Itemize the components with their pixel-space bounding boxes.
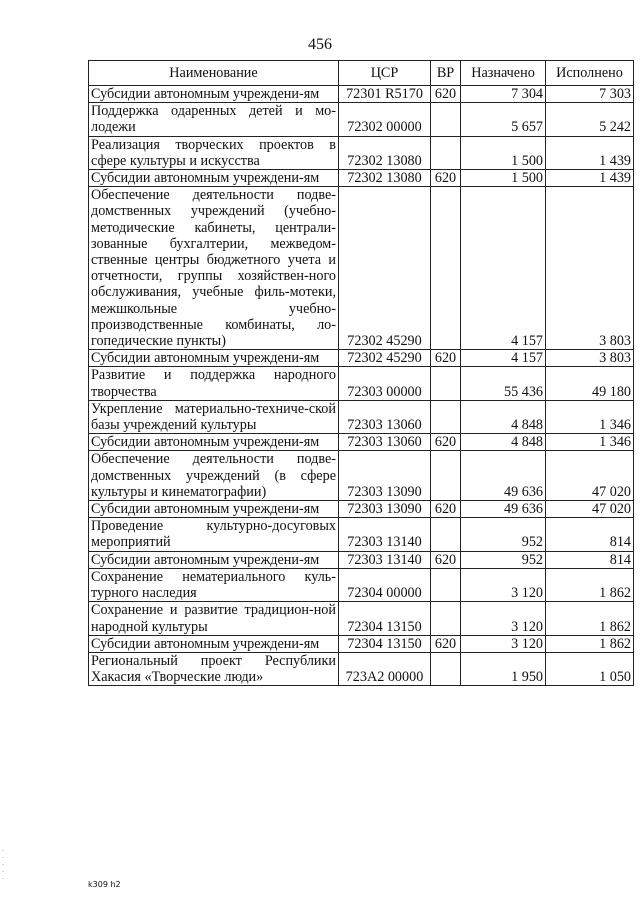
cell-name: Реализация творческих проектов в сфере культуры и искусства <box>89 136 339 169</box>
table-row <box>89 652 634 685</box>
cell-vr <box>431 602 461 635</box>
cell-name: Субсидии автономным учреждени-ям <box>89 434 339 451</box>
cell-name: Укрепление материально-техниче-ской базы учреждений культуры <box>89 400 339 433</box>
cell-csr: 72304 00000 <box>339 568 431 601</box>
cell-planned: 55 436 <box>461 367 546 400</box>
cell-executed: 1 439 <box>546 136 634 169</box>
cell-executed: 1 862 <box>546 568 634 601</box>
table-row <box>89 103 634 136</box>
cell-executed: 3 803 <box>546 187 634 350</box>
cell-csr: 72304 13150 <box>339 635 431 652</box>
cell-name: Обеспечение деятельности подве-домственных учреждений (учебно-методические кабинеты, централи-зованные бухгалтерии, межведом-ственные центры бюджетного учета и отчетности, группы хозяйствен-ного обслуживания, учебные филь-мотеки, межшкольные учебно-производственные комбинаты, ло-гопедические пункты) <box>89 187 339 350</box>
cell-csr: 72303 13060 <box>339 434 431 451</box>
cell-name: Региональный проект Республики Хакасия «Творческие люди» <box>89 652 339 685</box>
cell-planned: 1 500 <box>461 170 546 187</box>
cell-csr: 72303 00000 <box>339 367 431 400</box>
cell-vr <box>431 103 461 136</box>
cell-vr <box>431 652 461 685</box>
cell-vr: 620 <box>431 551 461 568</box>
cell-executed: 814 <box>546 551 634 568</box>
cell-name: Проведение культурно-досуговых мероприятий <box>89 518 339 551</box>
cell-csr: 72303 13140 <box>339 518 431 551</box>
cell-name: Субсидии автономным учреждени-ям <box>89 86 339 103</box>
table-row <box>89 136 634 169</box>
cell-executed: 814 <box>546 518 634 551</box>
cell-csr: 72302 00000 <box>339 103 431 136</box>
cell-vr <box>431 136 461 169</box>
cell-planned: 4 157 <box>461 187 546 350</box>
table-row <box>89 551 634 568</box>
table-header-row <box>89 61 634 86</box>
table-row <box>89 367 634 400</box>
cell-name: Развитие и поддержка народного творчества <box>89 367 339 400</box>
cell-name: Обеспечение деятельности подве-домственных учреждений (в сфере культуры и кинематографии) <box>89 451 339 501</box>
cell-csr: 72304 13150 <box>339 602 431 635</box>
cell-planned: 1 950 <box>461 652 546 685</box>
cell-planned: 4 848 <box>461 434 546 451</box>
cell-csr: 72303 13140 <box>339 551 431 568</box>
cell-name: Субсидии автономным учреждени-ям <box>89 350 339 367</box>
cell-name: Поддержка одаренных детей и мо-лодежи <box>89 103 339 136</box>
cell-vr <box>431 367 461 400</box>
table-row <box>89 451 634 501</box>
cell-planned: 3 120 <box>461 635 546 652</box>
cell-executed: 1 862 <box>546 635 634 652</box>
cell-name: Субсидии автономным учреждени-ям <box>89 501 339 518</box>
table-body <box>89 86 634 686</box>
cell-vr: 620 <box>431 350 461 367</box>
cell-planned: 7 304 <box>461 86 546 103</box>
cell-planned: 49 636 <box>461 501 546 518</box>
cell-vr: 620 <box>431 434 461 451</box>
cell-executed: 47 020 <box>546 451 634 501</box>
cell-planned: 952 <box>461 518 546 551</box>
table-row <box>89 501 634 518</box>
cell-planned: 952 <box>461 551 546 568</box>
cell-csr: 72302 13080 <box>339 136 431 169</box>
header-executed: Исполнено <box>546 61 634 86</box>
cell-executed: 49 180 <box>546 367 634 400</box>
budget-table <box>88 60 634 686</box>
cell-vr <box>431 400 461 433</box>
cell-name: Субсидии автономным учреждени-ям <box>89 170 339 187</box>
cell-csr: 72301 R5170 <box>339 86 431 103</box>
cell-planned: 5 657 <box>461 103 546 136</box>
table-row <box>89 400 634 433</box>
cell-executed: 1 862 <box>546 602 634 635</box>
cell-csr: 723A2 00000 <box>339 652 431 685</box>
cell-csr: 72303 13090 <box>339 501 431 518</box>
header-name: Наименование <box>89 61 339 86</box>
cell-vr: 620 <box>431 86 461 103</box>
cell-planned: 3 120 <box>461 568 546 601</box>
cell-name: Сохранение нематериального куль-турного наследия <box>89 568 339 601</box>
table-row <box>89 518 634 551</box>
cell-planned: 3 120 <box>461 602 546 635</box>
cell-planned: 1 500 <box>461 136 546 169</box>
cell-csr: 72302 13080 <box>339 170 431 187</box>
cell-executed: 3 803 <box>546 350 634 367</box>
cell-vr: 620 <box>431 635 461 652</box>
cell-vr: 620 <box>431 170 461 187</box>
cell-planned: 4 157 <box>461 350 546 367</box>
cell-name: Субсидии автономным учреждени-ям <box>89 635 339 652</box>
table-row <box>89 602 634 635</box>
cell-vr <box>431 451 461 501</box>
cell-name: Сохранение и развитие традицион-ной народной культуры <box>89 602 339 635</box>
cell-vr <box>431 187 461 350</box>
cell-csr: 72303 13090 <box>339 451 431 501</box>
table-row <box>89 568 634 601</box>
table-row <box>89 187 634 350</box>
cell-executed: 5 242 <box>546 103 634 136</box>
cell-csr: 72302 45290 <box>339 187 431 350</box>
table-row <box>89 350 634 367</box>
margin-marks: · · · · · <box>2 848 4 883</box>
table-row <box>89 170 634 187</box>
cell-name: Субсидии автономным учреждени-ям <box>89 551 339 568</box>
cell-executed: 1 439 <box>546 170 634 187</box>
header-vr: ВР <box>431 61 461 86</box>
table-row <box>89 86 634 103</box>
cell-executed: 1 346 <box>546 434 634 451</box>
header-csr: ЦСР <box>339 61 431 86</box>
cell-csr: 72302 45290 <box>339 350 431 367</box>
cell-vr <box>431 568 461 601</box>
table-row <box>89 434 634 451</box>
table-row <box>89 635 634 652</box>
cell-vr <box>431 518 461 551</box>
cell-executed: 7 303 <box>546 86 634 103</box>
header-planned: Назначено <box>461 61 546 86</box>
cell-vr: 620 <box>431 501 461 518</box>
cell-executed: 1 050 <box>546 652 634 685</box>
cell-csr: 72303 13060 <box>339 400 431 433</box>
cell-executed: 47 020 <box>546 501 634 518</box>
cell-executed: 1 346 <box>546 400 634 433</box>
cell-planned: 49 636 <box>461 451 546 501</box>
cell-planned: 4 848 <box>461 400 546 433</box>
footer-code: k309 h2 <box>88 880 121 889</box>
page-number: 456 <box>308 36 332 53</box>
